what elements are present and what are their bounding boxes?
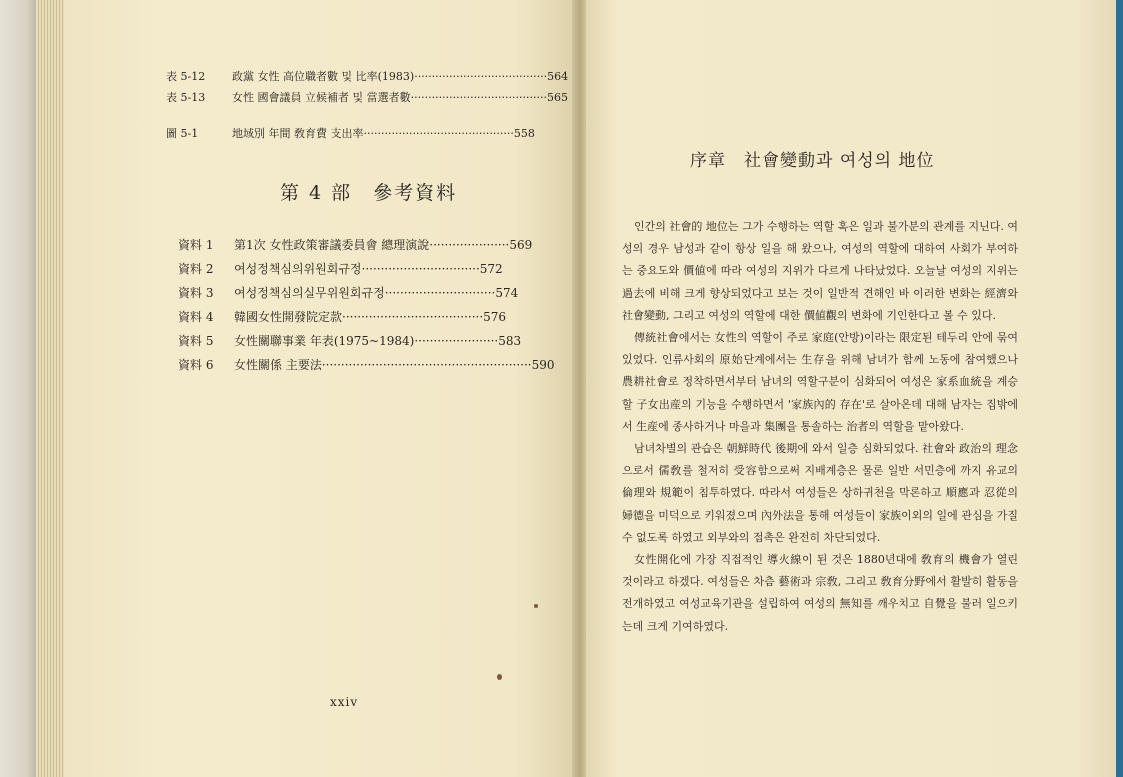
toc-entry-resource-3: 資料 3 여성정책심의실무위원회규정·····························574 — [178, 286, 519, 300]
page-edges — [36, 0, 66, 777]
left-page — [64, 0, 576, 777]
part-4-title: 第 4 部 參考資料 — [280, 182, 458, 204]
toc-entry-resource-5: 資料 5 女性關聯事業 年表(1975~1984)······················583 — [178, 334, 522, 348]
body-paragraph: 傳統社會에서는 女性의 역할이 주로 家庭(안방)이라는 限定된 테두리 안에 묶여 있었다. 인류사회의 原始단계에서는 生存을 위해 남녀가 함께 노동에 참여했으나 農耕社會로 정착하면서부터 남녀의 역할구분이 심화되어 여성은 家系血統을 계승할 子女出産의 기능을 수행하면서 '家族內的 存在'로 살아온데 대해 남자는 집밖에서 生産에 종사하거나 마을과 集團을 통솔하는 治者의 역할을 맡아왔다. — [622, 331, 1018, 433]
paper-stain — [534, 604, 538, 608]
toc-entry-table-5-13: 表 5-13 女性 國會議員 立候補者 및 當選者數·······································565 — [166, 91, 568, 104]
toc-entry-resource-2: 資料 2 여성정책심의위원회규정·······························572 — [178, 262, 503, 276]
body-paragraph: 女性開化에 가장 직접적인 導火線이 된 것은 1880년대에 敎育의 機會가 열린 것이라고 하겠다. 여성들은 차츰 藝術과 宗敎, 그리고 敎育分野에서 활발히 활동을 전개하였고 여성교육기관을 설립하여 여성의 無知를 깨우치고 自覺을 불러 일으키는데 크게 기여하였다. — [622, 553, 1018, 633]
paper-stain — [497, 674, 502, 680]
body-paragraph: 남녀차별의 관습은 朝鮮時代 後期에 와서 일층 심화되었다. 社會와 政治의 理念으로서 儒敎를 철저히 受容함으로써 지배계층은 물론 일반 서민층에 까지 유교의 倫理와 規範이 침투하였다. 따라서 여성들은 상하귀천을 막론하고 順應과 忍從의 婦德을 미덕으로 키워졌으며 內外法을 통해 여성들이 家族이외의 일에 관심을 가질 수 없도록 하였고 외부와의 접촉은 완전히 차단되었다. — [622, 442, 1018, 544]
toc-entry-resource-1: 資料 1 第1次 女性政策審議委員會 總理演說·····················569 — [178, 238, 533, 252]
chapter-body — [622, 216, 1018, 638]
page-number: xxiv — [330, 695, 359, 709]
toc-entry-figure-5-1: 圖 5-1 地域別 年間 敎育費 支出率···········································558 — [166, 127, 535, 140]
scan-bed-edge — [0, 0, 38, 777]
chapter-title: 序章 社會變動과 여성의 地位 — [690, 151, 935, 171]
toc-entry-table-5-12: 表 5-12 政黨 女性 高位職者數 및 比率(1983)······································564 — [166, 70, 569, 83]
toc-entry-resource-6: 資料 6 女性關係 主要法·······················································590 — [178, 358, 555, 372]
toc-entry-resource-4: 資料 4 韓國女性開發院定款·····································576 — [178, 310, 507, 324]
scan-background-edge — [1116, 0, 1123, 777]
body-paragraph: 인간의 社會的 地位는 그가 수행하는 역할 혹은 일과 불가분의 관계를 지닌다. 여성의 경우 남성과 같이 항상 일을 해 왔으나, 여성의 역할에 대하여 사회가 부여하는 중요도와 價値에 따라 여성의 지위가 다르게 나타났었다. 오늘날 여성의 지위는 過去에 비해 크게 향상되었다고 보는 것이 일반적 견해인 바 이러한 변화는 經濟와 社會變動, 그리고 여성의 역할에 대한 價値觀의 변화에 기인한다고 볼 수 있다. — [622, 220, 1018, 322]
